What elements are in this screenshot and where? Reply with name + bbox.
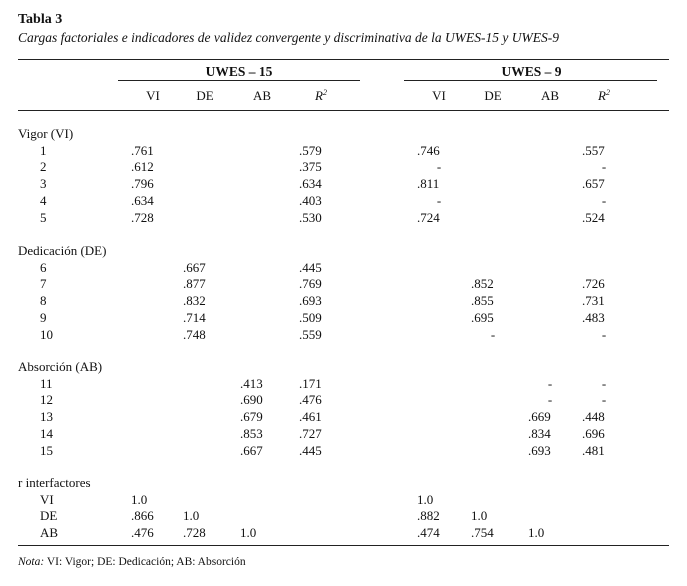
cell-u15-3: .559 [299,326,322,342]
cell-u9-3: - [601,192,607,208]
cell-u9-2: 1.0 [528,525,545,541]
cell-u15-0: .796 [131,176,154,192]
cell-u9-3: - [601,392,607,408]
row-item: 5 [40,209,47,225]
col-head-uwes15-2 [240,88,284,104]
col-head-uwes15-1 [183,88,227,104]
cell-u15-3: .693 [299,293,322,309]
group-rule-uwes15 [118,80,360,81]
r-squared-superscript: 2 [322,88,327,97]
cell-u15-3: .375 [299,159,322,175]
top-rule [18,59,669,60]
cell-u15-0: .866 [131,508,154,524]
row-item: 6 [40,259,47,275]
row-item: 8 [40,293,47,309]
cell-u15-3: .530 [299,209,322,225]
cell-u15-3: .579 [299,142,322,158]
cell-u15-0: .612 [131,159,154,175]
row-item: 2 [40,159,47,175]
col-head-uwes9-1 [471,88,515,104]
cell-u9-2: .693 [528,442,551,458]
cell-u9-1: .855 [471,293,494,309]
cell-u15-3: .727 [299,425,322,441]
group-rule-uwes9 [404,80,657,81]
section-label: Vigor (VI) [18,126,74,141]
table-number: Tabla 3 [18,12,63,27]
cell-u9-0: - [436,159,442,175]
row-item: 4 [40,192,47,208]
cell-u9-0: - [436,192,442,208]
row-item: 9 [40,309,47,325]
cell-u9-1: - [490,326,496,342]
cell-u9-0: .724 [417,209,440,225]
cell-u15-3: .461 [299,409,322,425]
cell-u9-3: .524 [582,209,605,225]
cell-u15-3: .769 [299,276,322,292]
section-label: Absorción (AB) [18,359,103,374]
cell-u15-1: .877 [183,276,206,292]
row-item: VI [40,491,54,507]
cell-u15-3: .445 [299,259,322,275]
cell-u9-1: 1.0 [471,508,488,524]
cell-u15-1: .714 [183,309,206,325]
table-note [18,554,246,570]
row-item: 13 [40,409,53,425]
row-item: AB [40,525,59,541]
cell-u15-3: .403 [299,192,322,208]
cell-u9-1: .852 [471,276,494,292]
cell-u15-0: .761 [131,142,154,158]
cell-u9-3: - [601,375,607,391]
cell-u9-1: .695 [471,309,494,325]
r-squared-superscript: 2 [605,88,610,97]
col-head-text: VI [432,88,446,103]
note-label: Nota: [18,556,45,568]
cell-u15-3: .171 [299,375,322,391]
cell-u15-0: .728 [131,209,154,225]
note-text: VI: Vigor; DE: Dedicación; AB: Absorción [44,556,246,568]
cell-u15-0: .634 [131,192,154,208]
table-caption: Cargas factoriales e indicadores de validez convergente y discriminativa de la UWES-15 y UWES-9 [18,30,560,45]
cell-u15-2: .667 [240,442,263,458]
cell-u9-3: - [601,159,607,175]
cell-u9-3: .557 [582,142,605,158]
cell-u9-0: .811 [417,176,440,192]
row-item: 7 [40,276,47,292]
cell-u15-3: .445 [299,442,322,458]
cell-u9-3: .448 [582,409,605,425]
cell-u9-2: .669 [528,409,551,425]
cell-u9-3: .483 [582,309,605,325]
col-head-uwes9-3 [582,88,626,104]
cell-u9-2: - [547,375,553,391]
cell-u15-1: .748 [183,326,206,342]
row-item: 12 [40,392,53,408]
section-label: r interfactores [18,475,91,490]
bottom-rule [18,545,669,546]
row-item: 3 [40,176,47,192]
cell-u15-3: .634 [299,176,322,192]
cell-u9-0: .474 [417,525,440,541]
cell-u15-0: .476 [131,525,154,541]
cell-u9-3: .731 [582,293,605,309]
cell-u9-3: .696 [582,425,605,441]
cell-u15-3: .476 [299,392,322,408]
col-head-uwes15-0 [131,88,175,104]
col-head-uwes9-2 [528,88,572,104]
row-item: 14 [40,425,53,441]
cell-u9-0: .746 [417,142,440,158]
cell-u15-1: 1.0 [183,508,200,524]
cell-u15-1: .832 [183,293,206,309]
row-item: DE [40,508,58,524]
cell-u9-3: - [601,326,607,342]
cell-u9-2: - [547,392,553,408]
cell-u9-3: .657 [582,176,605,192]
group-header-uwes15: UWES – 15 [205,64,273,79]
cell-u15-2: 1.0 [240,525,257,541]
cell-u15-0: 1.0 [131,491,148,507]
group-header-uwes9: UWES – 9 [501,64,562,79]
col-head-text: R [315,88,323,103]
row-item: 10 [40,326,53,342]
section-label: Dedicación (DE) [18,243,107,258]
cell-u9-0: .882 [417,508,440,524]
col-head-text: AB [540,88,560,103]
header-rule [18,110,669,111]
cell-u15-1: .728 [183,525,206,541]
col-head-text: DE [484,88,502,103]
cell-u15-1: .667 [183,259,206,275]
cell-u9-3: .481 [582,442,605,458]
col-head-text: VI [146,88,160,103]
cell-u15-3: .509 [299,309,322,325]
col-head-text: DE [196,88,214,103]
row-item: 11 [40,375,53,391]
cell-u15-2: .853 [240,425,263,441]
col-head-text: AB [252,88,272,103]
cell-u15-2: .690 [240,392,263,408]
col-head-text: R [598,88,606,103]
cell-u9-0: 1.0 [417,491,434,507]
col-head-uwes15-3 [299,88,343,104]
cell-u9-1: .754 [471,525,494,541]
cell-u15-2: .413 [240,375,263,391]
row-item: 1 [40,142,47,158]
cell-u15-2: .679 [240,409,263,425]
cell-u9-3: .726 [582,276,605,292]
row-item: 15 [40,442,53,458]
cell-u9-2: .834 [528,425,551,441]
col-head-uwes9-0 [417,88,461,104]
